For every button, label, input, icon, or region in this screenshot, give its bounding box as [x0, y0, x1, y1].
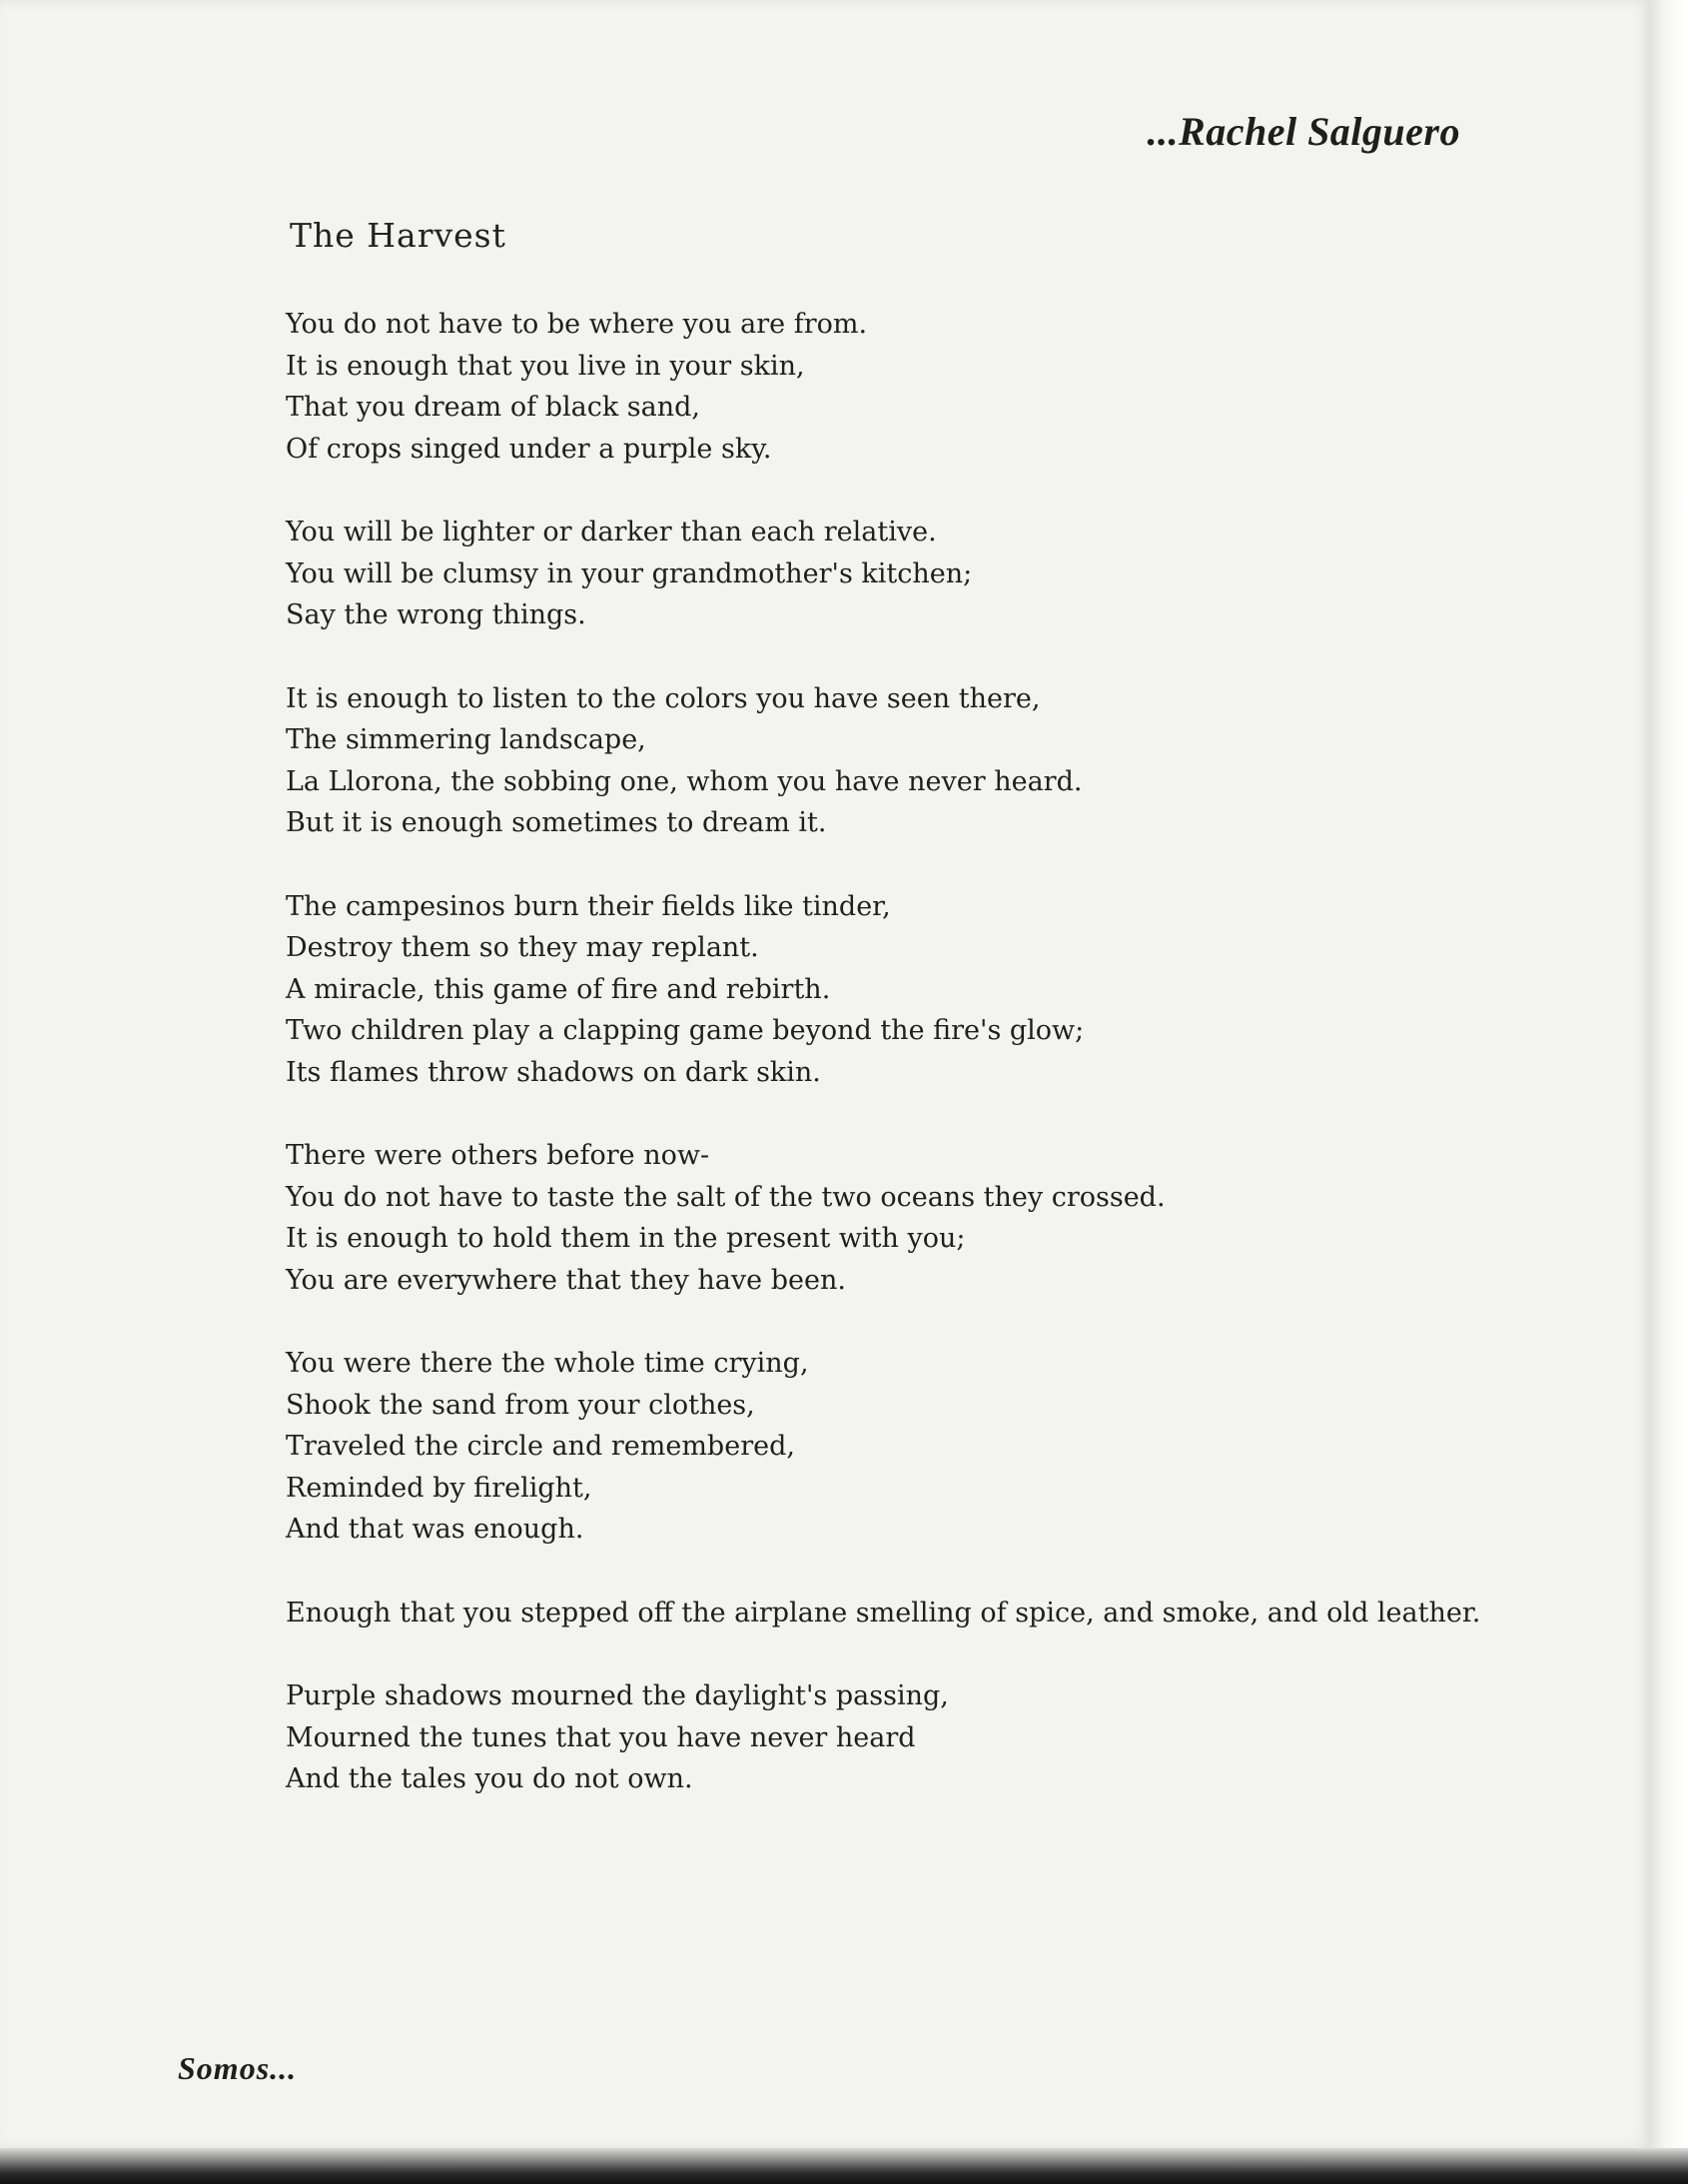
stanza	[286, 304, 1504, 470]
poem-line: Traveled the circle and remembered,	[286, 1431, 795, 1462]
poem-line: It is enough to listen to the colors you have seen there,	[286, 682, 1041, 714]
poem-line: A miracle, this game of fire and rebirth.	[286, 973, 831, 1005]
poem-line: Mourned the tunes that you have never heard	[286, 1721, 916, 1753]
scan-border	[0, 2148, 1688, 2184]
poem-line: And the tales you do not own.	[286, 1763, 693, 1794]
poem-line: It is enough that you live in your skin,	[286, 350, 805, 382]
poem-line: Shook the sand from your clothes,	[286, 1389, 755, 1421]
stanza	[286, 512, 1504, 636]
stanza	[286, 1593, 1504, 1635]
poem-line: The simmering landscape,	[286, 724, 646, 755]
poem-line: Enough that you stepped off the airplane smelling of spice, and smoke, and old leather.	[286, 1597, 1481, 1629]
poem-body	[286, 304, 1504, 1842]
poem-line: Destroy them so they may replant.	[286, 932, 759, 963]
page-edge	[1650, 0, 1688, 2184]
poem-line: There were others before now-	[286, 1140, 710, 1171]
poem-title: The Harvest	[290, 216, 506, 255]
poem-line: La Llorona, the sobbing one, whom you have never heard.	[286, 765, 1083, 797]
poem-line: Reminded by firelight,	[286, 1472, 592, 1504]
stanza	[286, 1343, 1504, 1551]
poem-line: You were there the whole time crying,	[286, 1348, 809, 1379]
stanza	[286, 886, 1504, 1094]
poem-line: Say the wrong things.	[286, 599, 586, 630]
publication-footer: Somos...	[178, 2050, 298, 2086]
poem-line: And that was enough.	[286, 1514, 584, 1545]
poem-line: You do not have to be where you are from.	[286, 309, 868, 340]
poem-line: That you dream of black sand,	[286, 392, 700, 423]
poem-line: Two children play a clapping game beyond the fire's glow;	[286, 1015, 1085, 1046]
stanza	[286, 1675, 1504, 1800]
poem-line: You will be clumsy in your grandmother's kitchen;	[286, 557, 973, 589]
stanza	[286, 678, 1504, 844]
author-name: ...Rachel Salguero	[1147, 109, 1460, 154]
poem-line: Its flames throw shadows on dark skin.	[286, 1056, 821, 1088]
stanza	[286, 1135, 1504, 1301]
poem-line: But it is enough sometimes to dream it.	[286, 807, 827, 838]
poem-line: You will be lighter or darker than each relative.	[286, 517, 937, 547]
poem-line: Purple shadows mourned the daylight's passing,	[286, 1680, 949, 1711]
poem-line: It is enough to hold them in the present with you;	[286, 1223, 966, 1254]
poem-line: You do not have to taste the salt of the two oceans they crossed.	[286, 1181, 1166, 1213]
poem-line: Of crops singed under a purple sky.	[286, 433, 772, 465]
poem-line: The campesinos burn their fields like tinder,	[286, 890, 891, 922]
poem-line: You are everywhere that they have been.	[286, 1264, 846, 1296]
